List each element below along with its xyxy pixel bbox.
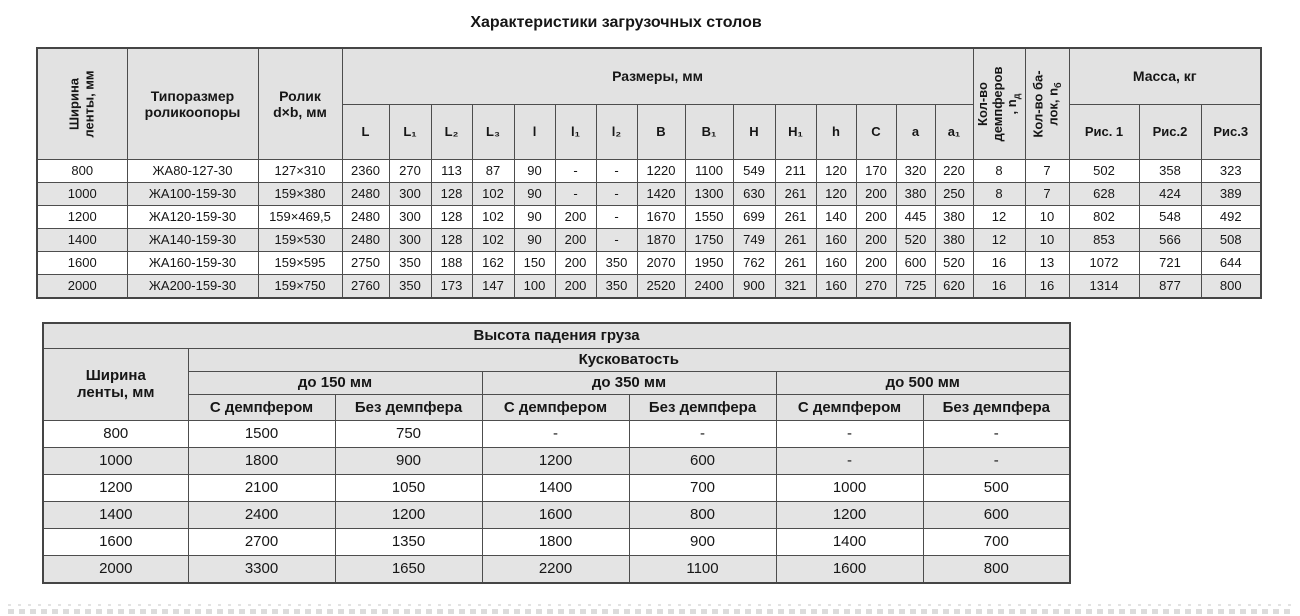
cell-belt-width: 1000 bbox=[43, 447, 188, 474]
cell-beams: 13 bbox=[1025, 251, 1069, 274]
cell-dim-H1: 261 bbox=[775, 251, 816, 274]
cell-dim-L: 2760 bbox=[342, 274, 389, 298]
column-header-L1: L₁ bbox=[389, 104, 431, 159]
cell-mass-fig3: 492 bbox=[1201, 205, 1261, 228]
cell-without-damper-150: 750 bbox=[335, 420, 482, 447]
cell-typesize: ЖА140-159-30 bbox=[127, 228, 258, 251]
cell-dim-l2: 350 bbox=[596, 251, 637, 274]
cell-typesize: ЖА80-127-30 bbox=[127, 159, 258, 182]
table-row bbox=[37, 182, 1261, 205]
cell-dim-H: 762 bbox=[733, 251, 775, 274]
cell-dim-a1: 250 bbox=[935, 182, 973, 205]
cell-dim-B1: 1550 bbox=[685, 205, 733, 228]
column-header-B1: B₁ bbox=[685, 104, 733, 159]
table-row bbox=[37, 228, 1261, 251]
cell-roller: 159×380 bbox=[258, 182, 342, 205]
cell-dim-B: 2520 bbox=[637, 274, 685, 298]
column-header-H: H bbox=[733, 104, 775, 159]
table-row bbox=[43, 555, 1070, 583]
cell-with-damper-150: 2100 bbox=[188, 474, 335, 501]
cell-dim-H1: 321 bbox=[775, 274, 816, 298]
column-header-B: B bbox=[637, 104, 685, 159]
cell-with-damper-150: 1800 bbox=[188, 447, 335, 474]
cell-dim-l2: - bbox=[596, 182, 637, 205]
drop-height-table bbox=[42, 322, 1071, 584]
cell-dim-a: 600 bbox=[896, 251, 935, 274]
cell-without-damper-350: - bbox=[629, 420, 776, 447]
cell-dim-B1: 1100 bbox=[685, 159, 733, 182]
header-without-damper-150: Без демпфера bbox=[335, 394, 482, 420]
cell-without-damper-500: 800 bbox=[923, 555, 1070, 583]
clipped-text-fragment bbox=[8, 609, 1292, 614]
column-header-h: h bbox=[816, 104, 856, 159]
cell-mass-fig2: 358 bbox=[1139, 159, 1201, 182]
cell-dim-H: 549 bbox=[733, 159, 775, 182]
cell-dim-a: 725 bbox=[896, 274, 935, 298]
cell-with-damper-350: - bbox=[482, 420, 629, 447]
cell-dim-l1: 200 bbox=[555, 228, 596, 251]
cell-mass-fig1: 802 bbox=[1069, 205, 1139, 228]
cell-dim-L1: 350 bbox=[389, 251, 431, 274]
cell-without-damper-350: 600 bbox=[629, 447, 776, 474]
cell-dim-L2: 128 bbox=[431, 228, 472, 251]
header-dimensions-group: Размеры, мм bbox=[342, 48, 973, 104]
cell-mass-fig3: 800 bbox=[1201, 274, 1261, 298]
cell-dim-C: 270 bbox=[856, 274, 896, 298]
cell-without-damper-350: 800 bbox=[629, 501, 776, 528]
header-belt-width-2: Ширина ленты, мм bbox=[43, 348, 188, 420]
cell-dim-L2: 113 bbox=[431, 159, 472, 182]
cell-beams: 16 bbox=[1025, 274, 1069, 298]
cell-dim-l1: 200 bbox=[555, 205, 596, 228]
doc-title: Характеристики загрузочных столов bbox=[470, 14, 762, 31]
cell-mass-fig1: 628 bbox=[1069, 182, 1139, 205]
cell-belt-width: 800 bbox=[37, 159, 127, 182]
header-drop-height-title: Высота падения груза bbox=[43, 323, 1070, 348]
cell-dim-L1: 270 bbox=[389, 159, 431, 182]
cell-belt-width: 1200 bbox=[37, 205, 127, 228]
header-dampers-count bbox=[973, 48, 1025, 159]
cell-roller: 159×750 bbox=[258, 274, 342, 298]
cell-dim-l2: - bbox=[596, 228, 637, 251]
cell-without-damper-150: 1050 bbox=[335, 474, 482, 501]
cell-dim-B1: 1950 bbox=[685, 251, 733, 274]
table-row bbox=[43, 420, 1070, 447]
cell-dim-H: 699 bbox=[733, 205, 775, 228]
cell-mass-fig3: 323 bbox=[1201, 159, 1261, 182]
cell-with-damper-500: - bbox=[776, 447, 923, 474]
cell-roller: 159×530 bbox=[258, 228, 342, 251]
header-roller: Ролик d×b, мм bbox=[258, 48, 342, 159]
cell-with-damper-500: - bbox=[776, 420, 923, 447]
cell-with-damper-350: 1400 bbox=[482, 474, 629, 501]
cell-dim-H1: 261 bbox=[775, 182, 816, 205]
cell-dim-B: 2070 bbox=[637, 251, 685, 274]
cell-with-damper-500: 1200 bbox=[776, 501, 923, 528]
cell-dim-a: 320 bbox=[896, 159, 935, 182]
table-row bbox=[37, 159, 1261, 182]
header-without-damper-500: Без демпфера bbox=[923, 394, 1070, 420]
characteristics-table bbox=[36, 47, 1262, 299]
cell-dim-l1: - bbox=[555, 159, 596, 182]
header-with-damper-150: С демпфером bbox=[188, 394, 335, 420]
cell-with-damper-500: 1400 bbox=[776, 528, 923, 555]
cell-dim-l: 90 bbox=[514, 182, 555, 205]
column-header-C: C bbox=[856, 104, 896, 159]
cell-dim-h: 160 bbox=[816, 251, 856, 274]
cell-belt-width: 2000 bbox=[43, 555, 188, 583]
header-beams-count-label: Кол-во ба- лок, $n_б$ bbox=[1030, 70, 1063, 138]
cell-roller: 159×469,5 bbox=[258, 205, 342, 228]
header-size-350: до 350 мм bbox=[482, 371, 776, 394]
cell-with-damper-500: 1600 bbox=[776, 555, 923, 583]
cell-dim-C: 200 bbox=[856, 182, 896, 205]
cell-with-damper-500: 1000 bbox=[776, 474, 923, 501]
cell-belt-width: 1600 bbox=[37, 251, 127, 274]
cell-mass-fig3: 389 bbox=[1201, 182, 1261, 205]
cell-dim-l1: - bbox=[555, 182, 596, 205]
cell-dim-L1: 350 bbox=[389, 274, 431, 298]
cell-dim-a: 380 bbox=[896, 182, 935, 205]
cell-belt-width: 1400 bbox=[37, 228, 127, 251]
cell-dim-L: 2750 bbox=[342, 251, 389, 274]
cell-dim-C: 200 bbox=[856, 205, 896, 228]
cell-dim-H: 749 bbox=[733, 228, 775, 251]
header-dampers-count-label: Кол-во демпферов , $n_д$ bbox=[975, 66, 1022, 142]
cell-without-damper-350: 1100 bbox=[629, 555, 776, 583]
cell-dim-H: 900 bbox=[733, 274, 775, 298]
cell-dim-B: 1220 bbox=[637, 159, 685, 182]
cell-dim-l2: - bbox=[596, 159, 637, 182]
header-size-150: до 150 мм bbox=[188, 371, 482, 394]
table-row bbox=[37, 205, 1261, 228]
cell-dim-a1: 380 bbox=[935, 205, 973, 228]
column-header-L3: L₃ bbox=[472, 104, 514, 159]
cell-without-damper-350: 900 bbox=[629, 528, 776, 555]
cell-roller: 127×310 bbox=[258, 159, 342, 182]
cell-dim-B: 1870 bbox=[637, 228, 685, 251]
header-without-damper-350: Без демпфера bbox=[629, 394, 776, 420]
column-header-a: a bbox=[896, 104, 935, 159]
cell-dim-L: 2480 bbox=[342, 205, 389, 228]
cell-dim-l: 100 bbox=[514, 274, 555, 298]
cell-mass-fig1: 502 bbox=[1069, 159, 1139, 182]
cell-dim-a1: 220 bbox=[935, 159, 973, 182]
cell-dim-l1: 200 bbox=[555, 274, 596, 298]
cell-belt-width: 1200 bbox=[43, 474, 188, 501]
table-row bbox=[43, 474, 1070, 501]
clipped-text-fragment bbox=[8, 604, 1292, 606]
cell-dim-L3: 162 bbox=[472, 251, 514, 274]
header-size-500: до 500 мм bbox=[776, 371, 1070, 394]
cell-with-damper-350: 1200 bbox=[482, 447, 629, 474]
cell-dim-h: 160 bbox=[816, 228, 856, 251]
cell-dim-l: 90 bbox=[514, 228, 555, 251]
cell-roller: 159×595 bbox=[258, 251, 342, 274]
cell-dim-H1: 211 bbox=[775, 159, 816, 182]
cell-dim-L3: 87 bbox=[472, 159, 514, 182]
header-beams-count bbox=[1025, 48, 1069, 159]
cell-dim-B: 1420 bbox=[637, 182, 685, 205]
cell-typesize: ЖА200-159-30 bbox=[127, 274, 258, 298]
cell-mass-fig1: 1072 bbox=[1069, 251, 1139, 274]
cell-dim-C: 200 bbox=[856, 251, 896, 274]
cell-dim-C: 170 bbox=[856, 159, 896, 182]
cell-dampers: 16 bbox=[973, 274, 1025, 298]
cell-with-damper-350: 1600 bbox=[482, 501, 629, 528]
cell-dampers: 8 bbox=[973, 182, 1025, 205]
cell-dim-a1: 380 bbox=[935, 228, 973, 251]
cell-beams: 7 bbox=[1025, 182, 1069, 205]
cell-without-damper-150: 1350 bbox=[335, 528, 482, 555]
cell-dim-h: 140 bbox=[816, 205, 856, 228]
header-belt-width-label: Ширина ленты, мм bbox=[66, 70, 97, 138]
cell-dim-L: 2360 bbox=[342, 159, 389, 182]
cell-with-damper-350: 2200 bbox=[482, 555, 629, 583]
cell-dampers: 8 bbox=[973, 159, 1025, 182]
cell-without-damper-150: 1200 bbox=[335, 501, 482, 528]
column-header-a1: a₁ bbox=[935, 104, 973, 159]
cell-with-damper-150: 1500 bbox=[188, 420, 335, 447]
cell-dim-L1: 300 bbox=[389, 182, 431, 205]
cell-dim-a: 520 bbox=[896, 228, 935, 251]
cell-dim-L1: 300 bbox=[389, 205, 431, 228]
cell-mass-fig2: 548 bbox=[1139, 205, 1201, 228]
column-header-l: l bbox=[514, 104, 555, 159]
cell-dim-L3: 102 bbox=[472, 205, 514, 228]
cell-dim-H1: 261 bbox=[775, 228, 816, 251]
cell-mass-fig3: 644 bbox=[1201, 251, 1261, 274]
cell-dim-l2: - bbox=[596, 205, 637, 228]
column-header-fig1: Рис. 1 bbox=[1069, 104, 1139, 159]
cell-dampers: 16 bbox=[973, 251, 1025, 274]
cell-with-damper-150: 2400 bbox=[188, 501, 335, 528]
cell-dim-L3: 102 bbox=[472, 182, 514, 205]
cell-without-damper-150: 900 bbox=[335, 447, 482, 474]
cell-typesize: ЖА160-159-30 bbox=[127, 251, 258, 274]
cell-mass-fig1: 1314 bbox=[1069, 274, 1139, 298]
column-header-L2: L₂ bbox=[431, 104, 472, 159]
table-row bbox=[43, 447, 1070, 474]
cell-with-damper-150: 2700 bbox=[188, 528, 335, 555]
cell-belt-width: 1400 bbox=[43, 501, 188, 528]
cell-beams: 7 bbox=[1025, 159, 1069, 182]
cell-dim-l: 90 bbox=[514, 159, 555, 182]
cell-dim-B1: 2400 bbox=[685, 274, 733, 298]
table-row bbox=[37, 251, 1261, 274]
cell-dim-l1: 200 bbox=[555, 251, 596, 274]
table-row bbox=[43, 528, 1070, 555]
table-row bbox=[37, 274, 1261, 298]
cell-dim-h: 120 bbox=[816, 159, 856, 182]
cell-dim-h: 120 bbox=[816, 182, 856, 205]
column-header-fig2: Рис.2 bbox=[1139, 104, 1201, 159]
cell-mass-fig2: 566 bbox=[1139, 228, 1201, 251]
cell-dim-B1: 1300 bbox=[685, 182, 733, 205]
column-header-H1: H₁ bbox=[775, 104, 816, 159]
cell-dim-l: 90 bbox=[514, 205, 555, 228]
cell-dim-L: 2480 bbox=[342, 182, 389, 205]
cell-without-damper-500: - bbox=[923, 420, 1070, 447]
cell-without-damper-500: 700 bbox=[923, 528, 1070, 555]
header-with-damper-500: С демпфером bbox=[776, 394, 923, 420]
header-mass-group: Масса, кг bbox=[1069, 48, 1261, 104]
cell-typesize: ЖА120-159-30 bbox=[127, 205, 258, 228]
cell-mass-fig1: 853 bbox=[1069, 228, 1139, 251]
header-belt-width bbox=[37, 48, 127, 159]
cell-dim-L2: 188 bbox=[431, 251, 472, 274]
cell-dampers: 12 bbox=[973, 205, 1025, 228]
cell-without-damper-500: 600 bbox=[923, 501, 1070, 528]
header-with-damper-350: С демпфером bbox=[482, 394, 629, 420]
cell-dim-a1: 620 bbox=[935, 274, 973, 298]
cell-without-damper-150: 1650 bbox=[335, 555, 482, 583]
cell-dim-L3: 147 bbox=[472, 274, 514, 298]
cell-dim-l2: 350 bbox=[596, 274, 637, 298]
cell-mass-fig2: 424 bbox=[1139, 182, 1201, 205]
cell-mass-fig3: 508 bbox=[1201, 228, 1261, 251]
cell-dim-L2: 173 bbox=[431, 274, 472, 298]
cell-belt-width: 2000 bbox=[37, 274, 127, 298]
cell-dim-H1: 261 bbox=[775, 205, 816, 228]
cell-dim-H: 630 bbox=[733, 182, 775, 205]
column-header-l2: l₂ bbox=[596, 104, 637, 159]
cell-mass-fig2: 877 bbox=[1139, 274, 1201, 298]
header-typesize: Типоразмер роликоопоры bbox=[127, 48, 258, 159]
cell-dim-L3: 102 bbox=[472, 228, 514, 251]
clipped-text-line bbox=[8, 604, 1292, 616]
cell-belt-width: 1000 bbox=[37, 182, 127, 205]
cell-dim-C: 200 bbox=[856, 228, 896, 251]
cell-dim-B1: 1750 bbox=[685, 228, 733, 251]
cell-dim-L2: 128 bbox=[431, 205, 472, 228]
cell-with-damper-350: 1800 bbox=[482, 528, 629, 555]
column-header-L: L bbox=[342, 104, 389, 159]
header-lumpiness: Кусковатость bbox=[188, 348, 1070, 371]
cell-dampers: 12 bbox=[973, 228, 1025, 251]
cell-without-damper-500: - bbox=[923, 447, 1070, 474]
cell-mass-fig2: 721 bbox=[1139, 251, 1201, 274]
cell-dim-L1: 300 bbox=[389, 228, 431, 251]
cell-dim-B: 1670 bbox=[637, 205, 685, 228]
cell-dim-L2: 128 bbox=[431, 182, 472, 205]
cell-belt-width: 1600 bbox=[43, 528, 188, 555]
cell-beams: 10 bbox=[1025, 205, 1069, 228]
cell-dim-l: 150 bbox=[514, 251, 555, 274]
cell-dim-a: 445 bbox=[896, 205, 935, 228]
table-row bbox=[43, 501, 1070, 528]
column-header-fig3: Рис.3 bbox=[1201, 104, 1261, 159]
cell-with-damper-150: 3300 bbox=[188, 555, 335, 583]
cell-belt-width: 800 bbox=[43, 420, 188, 447]
cell-dim-a1: 520 bbox=[935, 251, 973, 274]
cell-without-damper-350: 700 bbox=[629, 474, 776, 501]
cell-dim-L: 2480 bbox=[342, 228, 389, 251]
cell-typesize: ЖА100-159-30 bbox=[127, 182, 258, 205]
column-header-l1: l₁ bbox=[555, 104, 596, 159]
cell-without-damper-500: 500 bbox=[923, 474, 1070, 501]
cell-beams: 10 bbox=[1025, 228, 1069, 251]
cell-dim-h: 160 bbox=[816, 274, 856, 298]
